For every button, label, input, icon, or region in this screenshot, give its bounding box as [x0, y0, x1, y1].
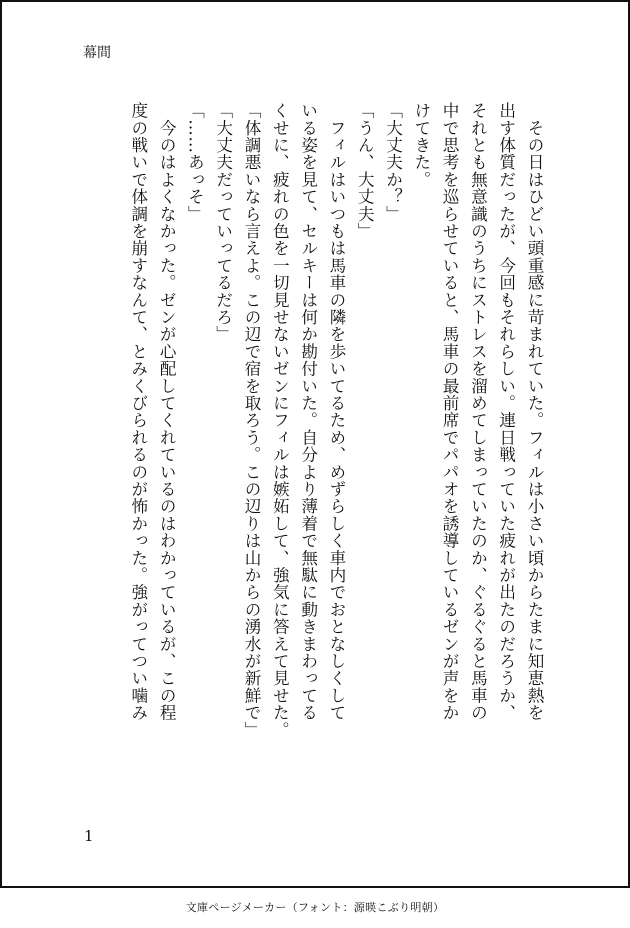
text-line: 度の戦いで体調を崩すなんて、とみくびられるのが怖かった。強がってつい噛み	[128, 102, 148, 722]
text-line: いる姿を見て、セルキーは何か勘付いた。自分より薄着で無駄に動きまわってる	[298, 102, 318, 722]
text-line: その日はひどい頭重感に苛まれていた。フィルは小さい頃からたまに知恵熱を	[525, 102, 544, 722]
text-line: 出す体質だったが、今回もそれらしい。連日戦っていた疲れが出たのだろうか、	[496, 102, 516, 722]
text-line: 「うん、大丈夫」	[355, 102, 375, 240]
text-line: 「大丈夫か？」	[383, 102, 403, 223]
text-line: 「……あっそ」	[185, 102, 205, 223]
text-line: 今のはよくなかった。ゼンが心配してくれているのはわかっているが、この程	[157, 102, 177, 722]
text-line: フィルはいつもは馬車の隣を歩いてるため、めずらしく車内でおとなしくして	[326, 102, 346, 722]
footer-credit: 文庫ページメーカー（フォント：源暎こぶり明朝）	[185, 901, 445, 914]
page-number: 1	[84, 827, 94, 845]
text-line: 「体調悪いなら言えよ。この辺で宿を取ろう。この辺りは山からの湧水が新鮮で」	[242, 102, 262, 739]
text-line: 中で思考を巡らせていると、馬車の最前席でパパオを誘導しているゼンが声をか	[440, 102, 460, 722]
text-line: 「大丈夫だっていってるだろ」	[213, 102, 233, 343]
text-line: けてきた。	[411, 102, 431, 188]
text-line: くせに、疲れの色を一切見せないゼンにフィルは嫉妬して、強気に答えて見せた。	[270, 102, 290, 739]
text-line: それとも無意識のうちにストレスを溜めてしまっていたのか、ぐるぐると馬車の	[468, 102, 488, 722]
vertical-body-text	[70, 102, 548, 802]
running-head-title: 幕間	[83, 45, 111, 61]
